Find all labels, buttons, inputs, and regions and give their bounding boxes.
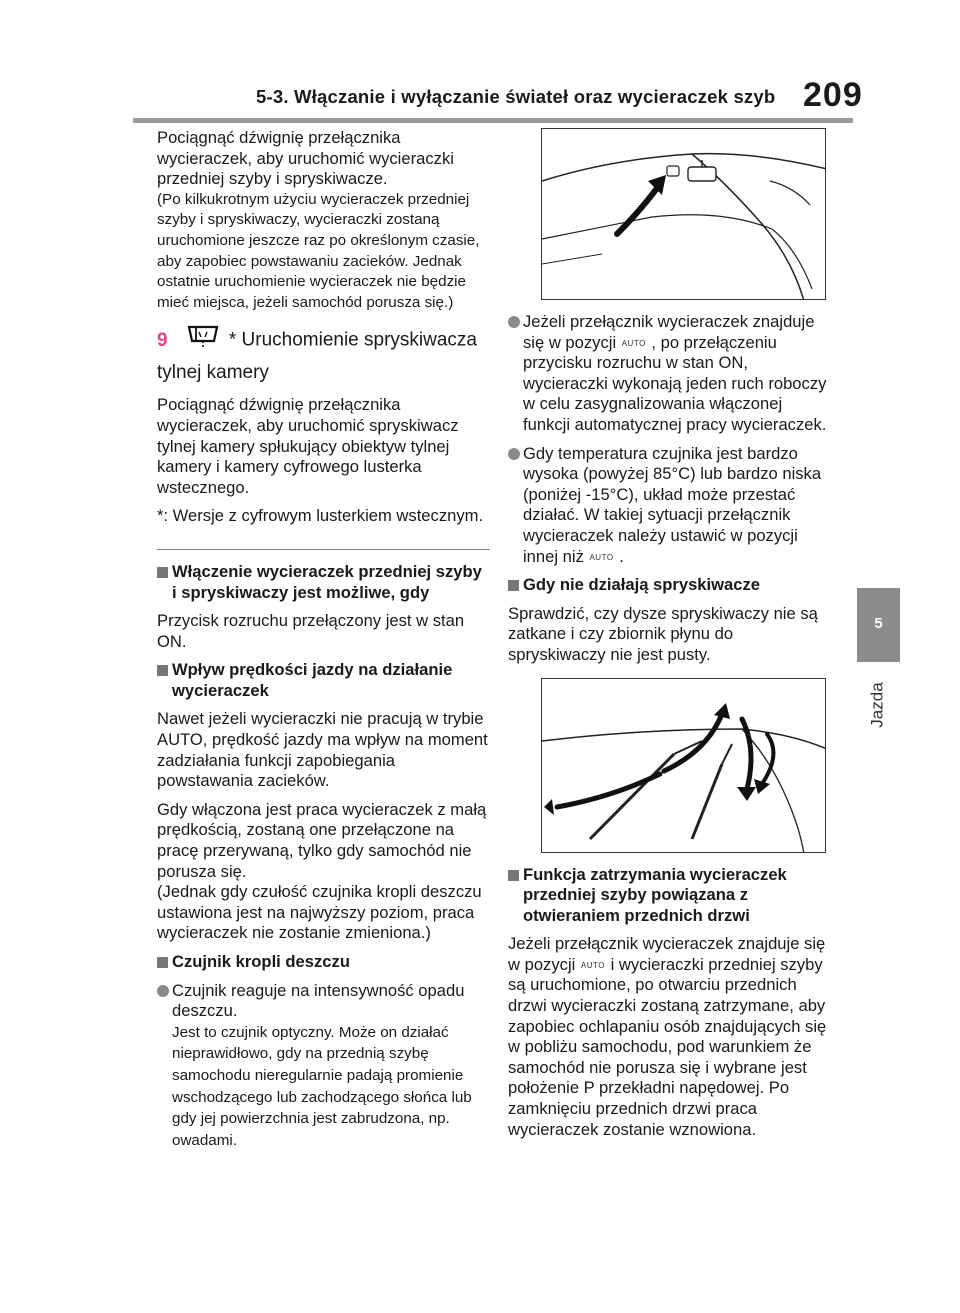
section-divider: [157, 549, 490, 550]
auto-symbol: AUTO: [621, 338, 646, 348]
heading-enable-conditions: Włączenie wycieraczek przedniej szyby i spryskiwaczy jest możliwe, gdy: [157, 562, 490, 603]
auto-symbol: AUTO: [580, 960, 605, 970]
section-number: 9: [157, 329, 168, 351]
page-number: 209: [803, 76, 863, 114]
rear-washer-paragraph: Pociągnąć dźwignię przełącznika wycieraczek, aby uruchomić spryskiwacz tylnej kamery spłukujący obiektyw tylnej kamery i kamery cyfrowego lusterka wstecznego.: [157, 395, 459, 497]
heading-door-stop: Funkcja zatrzymania wycieraczek przedniej szyby powiązana z otwieraniem przednich drzwi: [508, 865, 833, 927]
rear-camera-washer-icon: [185, 323, 221, 358]
auto-position-bullet: Jeżeli przełącznik wycieraczek znajduje się w pozycji AUTO , po przełączeniu przycisku rozruchu w stan ON, wycieraczki wykonają jeden ruch roboczy w celu zasygnalizowania włączonej funkcji automatycznej pracy wycieraczek.: [508, 312, 833, 436]
wash-paragraph: Pociągnąć dźwignię przełącznika wycieraczek, aby uruchomić wycieraczki przedniej szyby i spryskiwacze.: [157, 128, 454, 189]
washer-figure: [541, 128, 826, 300]
right-column: [508, 128, 833, 1140]
enable-conditions-text: Przycisk rozruchu przełączony jest w stan ON.: [157, 611, 465, 651]
heading-speed-effect: Wpływ prędkości jazdy na działanie wycieraczek: [157, 660, 490, 701]
wash-note: (Po kilkukrotnym użyciu wycieraczek przedniej szyby i spryskiwaczy, wycieraczki zostaną uruchomione jeszcze raz po określonym czasie, aby zapobiec powstawaniu zacieków. Jednak ostatnie uruchomienie wycieraczek nie będzie mieć miejsca, jeżeli samochód porusza się.): [157, 190, 480, 311]
speed-effect-text-2: Gdy włączona jest praca wycieraczek z małą prędkością, zostaną one przełączone na pracę przerywaną, tylko gdy samochód nie porusza się.: [157, 799, 487, 881]
washers-not-working-text: Sprawdzić, czy dysze spryskiwaczy nie są zatkane i czy zbiornik płynu do spryskiwaczy nie jest pusty.: [508, 603, 818, 664]
temperature-bullet: Gdy temperatura czujnika jest bardzo wysoka (powyżej 85°C) lub bardzo niska (poniżej -15°C), układ może przestać działać. W takiej sytuacji przełącznik wycieraczek należy ustawić w pozycji innej niż AUTO .: [508, 444, 833, 568]
auto-symbol: AUTO: [589, 552, 614, 562]
section-title: 5-3. Włączanie i wyłączanie świateł oraz wycieraczek szyb: [256, 86, 776, 107]
speed-effect-text-3: (Jednak gdy czułość czujnika kropli deszczu ustawiona jest na najwyższy poziom, praca wycieraczek nie zostanie zmieniona.): [157, 882, 482, 943]
left-column: [157, 128, 490, 1151]
chapter-tab: 5: [857, 588, 900, 662]
heading-washers-not-working: Gdy nie działają spryskiwacze: [508, 575, 833, 596]
header-rule: [133, 118, 853, 123]
wiper-figure: [541, 678, 826, 853]
heading-rain-sensor: Czujnik kropli deszczu: [157, 952, 490, 973]
chapter-label: Jazda: [868, 682, 887, 728]
rain-sensor-note: Jest to czujnik optyczny. Może on działać nieprawidłowo, gdy na przednią szybę samochodu nieregularnie padają promienie wschodzącego lub zachodzącego słońca lub gdy jej powierzchnia jest zabrudzona, np. owadami.: [172, 1023, 472, 1149]
rain-sensor-bullet: Czujnik reaguje na intensywność opadu deszczu. Jest to czujnik optyczny. Może on działać nieprawidłowo, gdy na przednią szybę samochodu nieregularnie padają promienie wschodzącego lub zachodzącego słońca lub gdy jej powierzchnia jest zabrudzona, np. owadami.: [157, 981, 490, 1152]
door-stop-text: Jeżeli przełącznik wycieraczek znajduje się w pozycji AUTO i wycieraczki przedniej szyby są uruchomione, po otwarciu przednich drzwi wycieraczki zostaną zatrzymane, aby zapobiec ochlapaniu osób znajdujących się w pobliżu samochodu, pod warunkiem że samochód nie porusza się i wybrane jest położenie P przekładni napędowej. Po zamknięciu przednich drzwi praca wycieraczek zostanie wznowiona.: [508, 934, 827, 1139]
speed-effect-text-1: Nawet jeżeli wycieraczki nie pracują w trybie AUTO, prędkość jazdy ma wpływ na moment zadziałania funkcji zapobiegania powstawania zacieków.: [157, 709, 488, 791]
footnote: *: Wersje z cyfrowym lusterkiem wstecznym.: [157, 506, 484, 526]
section-9-heading: [157, 323, 490, 387]
section-9-title: * Uruchomienie spryskiwacza tylnej kamery: [157, 329, 478, 384]
